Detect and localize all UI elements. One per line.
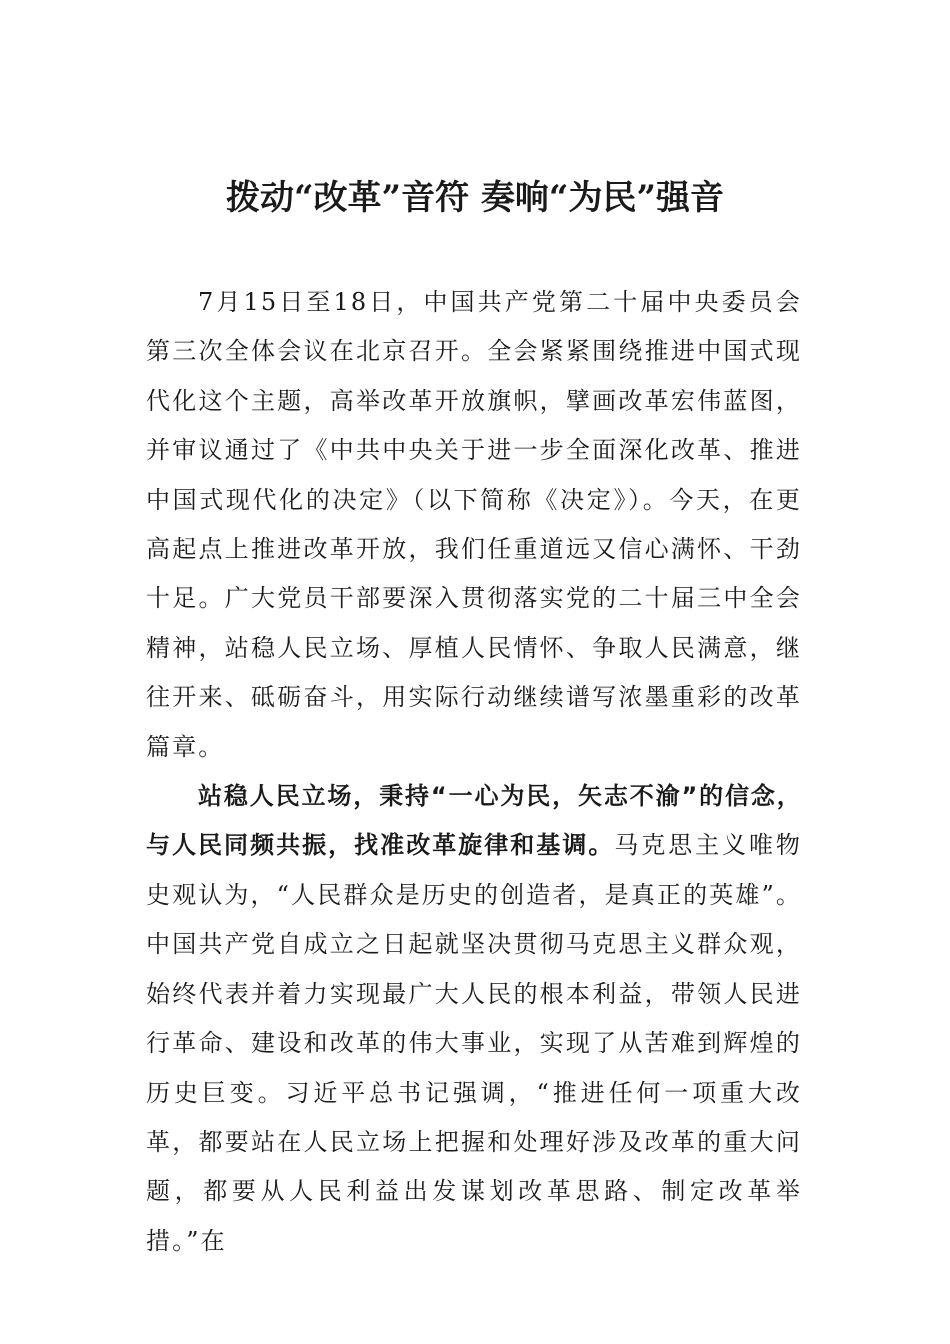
paragraph-1 [146,278,802,772]
document-body [146,278,802,1266]
paragraph-1-text: 7月15日至18日，中国共产党第二十届中央委员会第三次全体会议在北京召开。全会紧紧围绕推进中国式现代化这个主题，高举改革开放旗帜，擘画改革宏伟蓝图，并审议通过了《中共中央关于进一步全面深化改革、推进中国式现代化的决定》（以下简称《决定》）。今天，在更高起点上推进改革开放，我们任重道远又信心满怀、干劲十足。广大党员干部要深入贯彻落实党的二十届三中全会精神，站稳人民立场、厚植人民情怀、争取人民满意，继往开来、砥砺奋斗，用实际行动继续谱写浓墨重彩的改革篇章。 [146,288,802,761]
paragraph-2 [146,772,802,1266]
paragraph-2-lead: 站稳人民立场，秉持“一心为民，矢志不渝”的信念，与人民同频共振，找准改革旋律和基调。 [146,782,802,860]
paragraph-2-text: 马克思主义唯物史观认为，“人民群众是历史的创造者，是真正的英雄”。中国共产党自成立之日起就坚决贯彻马克思主义群众观，始终代表并着力实现最广大人民的根本利益，带领人民进行革命、建设和改革的伟大事业，实现了从苦难到辉煌的历史巨变。习近平总书记强调，“推进任何一项重大改革，都要站在人民立场上把握和处理好涉及改革的重大问题，都要从人民利益出发谋划改革思路、制定改革举措。”在 [146,831,802,1255]
document-title: 拨动“改革”音符 奏响“为民”强音 [225,178,725,218]
